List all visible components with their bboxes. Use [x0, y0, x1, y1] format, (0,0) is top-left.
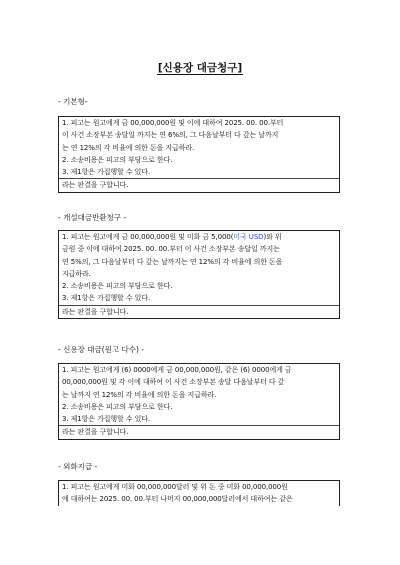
section-label-refund: - 개설대금반환청구 -	[58, 213, 127, 222]
claim-closing-line: 라는 판결을 구합니다.	[59, 178, 339, 191]
claim-line: 2. 소송비용은 피고의 부담으로 한다.	[62, 282, 173, 291]
claim-line: 1. 피고는 원고에게 금 00,000,000원 및 이에 대하여 2025. 00. 00.부터	[62, 119, 284, 127]
claim-line: 2. 소송비용은 피고의 부담으로 한다.	[62, 155, 173, 164]
claim-line: 3. 제1항은 가집행할 수 있다.	[62, 294, 151, 303]
document-title-text: [신용장 대금청구]	[157, 62, 243, 74]
claim-line: 2. 소송비용은 피고의 부담으로 한다.	[62, 402, 173, 411]
claim-line: 1. 피고는 원고에게 미화 00,000,000달러 및 위 돈 중 미화 00,000,000원	[62, 483, 288, 491]
section-label-foreign-currency: - 외화지급 -	[58, 462, 98, 471]
document-title	[0, 61, 400, 75]
claim-line: 에 대하여는 2025. 00. 00.부터 나머지 00,000,000달러에서 대하여는 같은	[62, 495, 293, 504]
section-label-basic: - 기본형-	[58, 97, 88, 106]
claim-line: 3. 제1항은 가집행할 수 있다.	[62, 415, 151, 424]
claim-box-basic	[58, 116, 340, 193]
section-label-multiple-plaintiffs: - 신용장 대금(원고 다수) -	[58, 345, 145, 354]
claim-line: 연 5%의, 그 다음날부터 다 갚는 날까지는 연 12%의 각 비율에 의한 돈을	[62, 257, 283, 266]
claim-box-foreign-currency	[58, 480, 340, 506]
claim-closing-line: 라는 판결을 구합니다.	[59, 425, 339, 438]
claim-line: 이 사건 소장부본 송달일 까지는 연 6%의, 그 다음날부터 다 갚는 날까지	[62, 131, 279, 140]
claim-line: 는 연 12%의 각 비율에 의한 돈을 지급하라.	[62, 143, 195, 152]
claim-line-part: )와 위	[263, 233, 282, 241]
claim-line: 3. 제1항은 가집행할 수 있다.	[62, 168, 151, 177]
claim-line: 지급하라.	[62, 269, 91, 278]
claim-box-refund	[58, 230, 340, 319]
claim-line: 금원 중 이에 대하여 2025. 00. 00.부터 이 사건 소장부본 송달일 까지는	[62, 245, 280, 254]
claim-line: 1. 피고는 원고에게 (6) 0000에게 금 00,000,000원, 같은 (6) 0000에게 금	[62, 366, 292, 374]
claim-closing-line: 라는 판결을 구합니다.	[59, 305, 339, 318]
claim-line: 는 날까지 연 12%의 각 비율에 의한 돈을 지급하라.	[62, 390, 217, 399]
claim-box-multiple-plaintiffs	[58, 363, 340, 440]
currency-highlight: 미국 USD	[233, 233, 264, 241]
claim-line-part: 1. 피고는 원고에게 금 00,000,000원 및 미화 금 5,000(	[62, 233, 234, 241]
claim-line: 00,000,000원 및 각 이에 대하여 이 사건 소장부본 송달 다음날부터 다 갚	[62, 378, 285, 387]
claim-line-with-highlight	[59, 231, 339, 243]
